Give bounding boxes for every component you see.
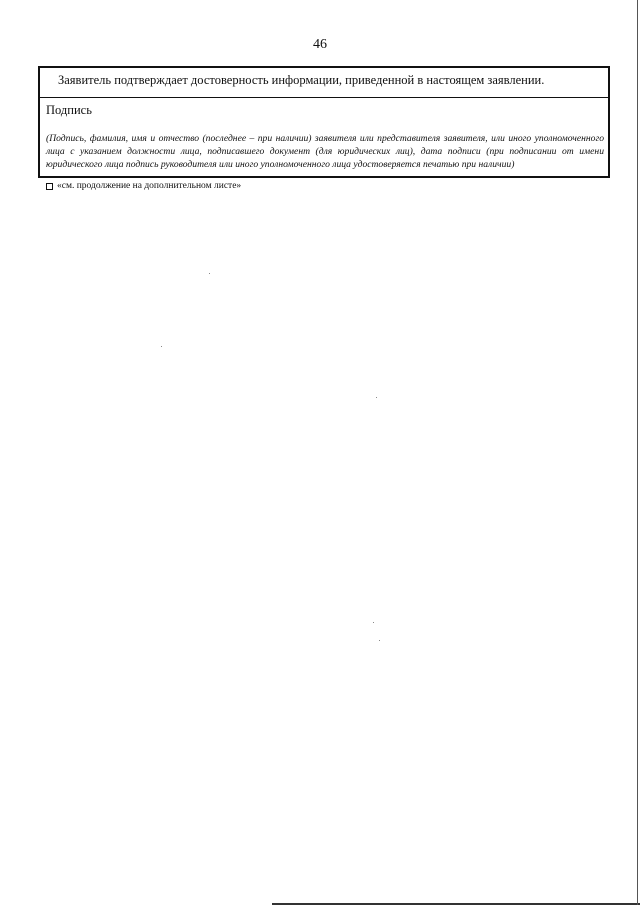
scan-speck bbox=[373, 622, 374, 623]
confirmation-text: Заявитель подтверждает достоверность информации, приведенной в настоящем заявлении. bbox=[58, 73, 545, 87]
scan-speck bbox=[376, 397, 377, 398]
continuation-checkbox[interactable] bbox=[46, 183, 53, 190]
confirmation-form-box bbox=[38, 66, 610, 178]
continuation-option[interactable] bbox=[46, 181, 241, 191]
confirmation-row bbox=[40, 68, 608, 98]
signature-note: (Подпись, фамилия, имя и отчество (последнее – при наличии) заявителя или представителя заявителя, или иного уполномоченного лица с указанием должности лица, подписавшего документ (для юридических лиц), дата подписи (при подписании от имени юридического лица подпись руководителя или иного уполномоченного лица удостоверяется печатью при наличии) bbox=[46, 133, 604, 170]
signature-label: Подпись bbox=[46, 103, 92, 117]
scan-speck bbox=[161, 346, 162, 347]
signature-row bbox=[40, 98, 608, 178]
scan-artifact-edge bbox=[637, 0, 638, 905]
scan-speck bbox=[209, 273, 210, 274]
page-number: 46 bbox=[313, 37, 327, 52]
continuation-label: «см. продолжение на дополнительном листе» bbox=[57, 181, 242, 191]
scan-speck bbox=[379, 640, 380, 641]
